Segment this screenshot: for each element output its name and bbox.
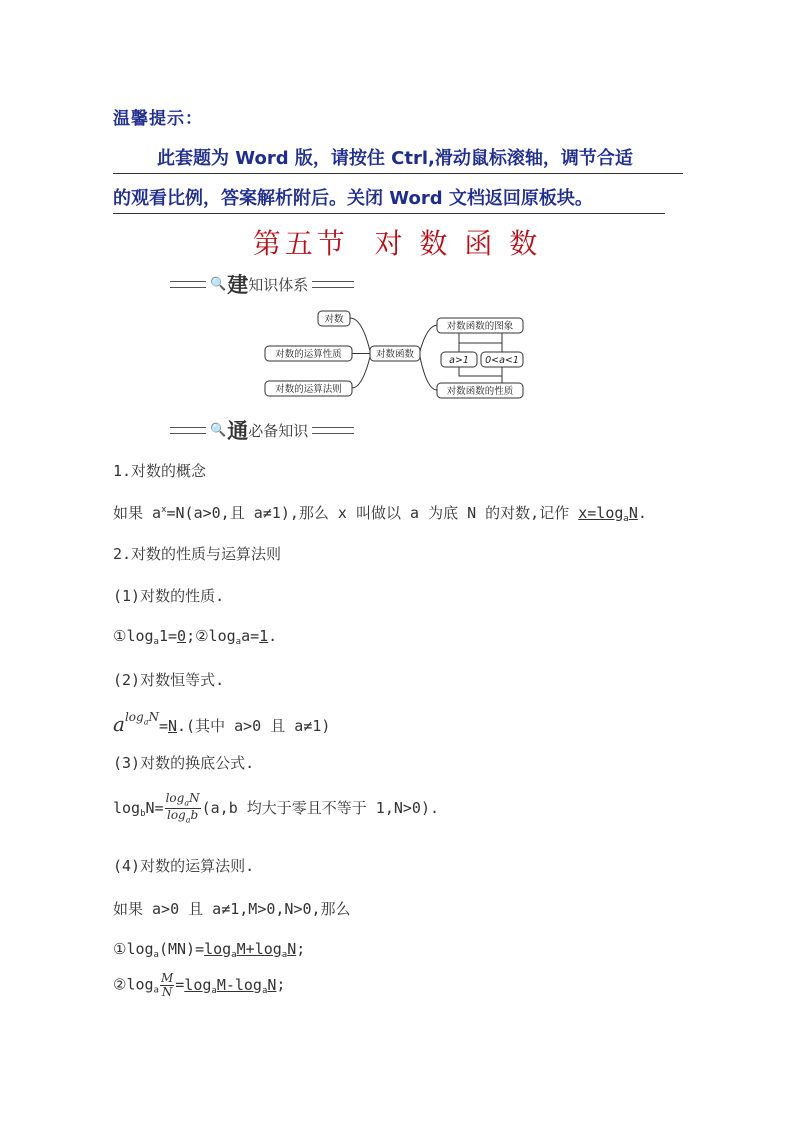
double-rule-left	[170, 427, 206, 434]
definition-line: 如果 $a^x=N(a>0$,且 a≠1),那么 x 叫做以 a 为底 N 的对数,记作 $x=\log_aN$.	[113, 504, 647, 524]
identity-answer: N	[168, 717, 178, 735]
rule-quotient-answer: $\log_aM-\log_aN$	[184, 975, 277, 996]
node-case-b: 0<a<1	[485, 355, 519, 366]
change-base-fraction: $\frac{\log_aN}{\log_ab}$	[165, 791, 200, 825]
sub-heading-rules: (4)对数的运算法则.	[113, 857, 255, 875]
section-header-knowledge-system	[170, 272, 354, 296]
notice-line-2: 的观看比例，答案解析附后。关闭 Word 文档返回原板块。	[113, 184, 665, 214]
section-label: 知识体系	[248, 275, 309, 294]
node-operation-rules: 对数的运算法则	[275, 384, 342, 395]
node-operation-properties: 对数的运算性质	[275, 349, 342, 360]
properties-line: $①\log_a1=0;②\log_aa=1$.	[113, 627, 278, 647]
sub-heading-properties: (1)对数的性质.	[113, 587, 225, 605]
chapter-title: 第五节 对 数 函 数	[252, 227, 542, 260]
magnifier-icon: 🔍	[210, 276, 227, 292]
change-base-line: $\log_bN=$ $\frac{\log_aN}{\log_ab}$ (a,b 均大于零且不等于 1,N>0).	[113, 791, 440, 825]
answer-zero: 0	[177, 627, 187, 645]
rule-product-answer: $\log_aM+\log_aN$	[204, 940, 297, 960]
tip-title: 温馨提示：	[113, 109, 203, 129]
notice-line-1: 此套题为 Word 版，请按住 Ctrl,滑动鼠标滚轴，调节合适	[113, 144, 683, 174]
rule-product: $①\log_a(MN)=\log_aM+\log_aN$;	[113, 940, 306, 960]
rule-quotient: $②\log_a$ $\frac{M}{N}$ $=\log_aM-\log_aN$;	[113, 971, 286, 999]
quotient-fraction: $\frac{M}{N}$	[160, 971, 174, 999]
double-rule-right	[312, 281, 354, 288]
definition-answer: $x=\log_aN$	[578, 504, 638, 524]
node-case-a: a>1	[449, 355, 469, 366]
double-rule-right	[312, 427, 354, 434]
concept-map	[262, 305, 526, 401]
section-label: 必备知识	[248, 421, 309, 440]
double-rule-left	[170, 281, 206, 288]
node-properties: 对数函数的性质	[446, 386, 514, 397]
answer-one: 1	[259, 627, 269, 645]
node-graph: 对数函数的图象	[446, 321, 514, 332]
identity-line: $a^{log_aN}=N$.(其中 a>0 且 a≠1)	[113, 710, 331, 736]
rules-intro: 如果 a>0 且 a≠1,M>0,N>0,那么	[113, 900, 351, 918]
node-center: 对数函数	[375, 349, 415, 360]
node-logarithm: 对数	[324, 314, 344, 325]
heading-properties-rules: 2.对数的性质与运算法则	[113, 545, 282, 563]
magnifier-icon: 🔍	[210, 422, 227, 438]
section-icon-char: 通	[227, 418, 249, 443]
heading-concept: 1.对数的概念	[113, 462, 207, 480]
sub-heading-identity: (2)对数恒等式.	[113, 671, 225, 689]
sub-heading-change-base: (3)对数的换底公式.	[113, 754, 255, 772]
section-header-essential-knowledge	[170, 418, 354, 442]
section-icon-char: 建	[227, 272, 249, 297]
